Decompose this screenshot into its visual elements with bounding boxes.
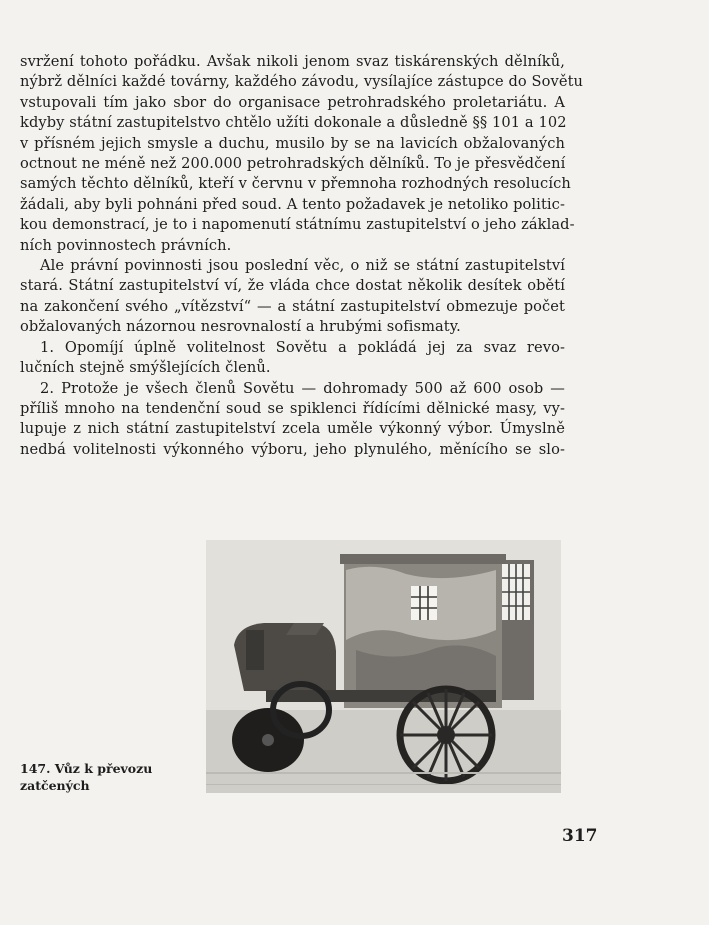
body-text bbox=[20, 52, 584, 460]
text-line: ních povinnostech právních. bbox=[20, 236, 232, 254]
caption-line: 147. Vůz k převozu bbox=[20, 761, 153, 776]
text-line: obžalovaných názornou nesrovnalostí a hrubými sofismaty. bbox=[20, 318, 461, 336]
text-line: stará. Státní zastupitelství ví, že vláda chce dostat několik desítek obětí bbox=[20, 277, 565, 295]
text-line: Ale právní povinnosti jsou poslední věc, o niž se státní zastupitelství bbox=[40, 257, 565, 275]
text-line: samých těchto dělníků, kteří v červnu v přemnoha rozhodných resolucích bbox=[20, 175, 571, 193]
page-number: 317 bbox=[562, 826, 598, 846]
text-line: octnout ne méně než 200.000 petrohradských dělníků. To je přesvědčení bbox=[20, 155, 566, 173]
text-line: nýbrž dělníci každé továrny, každého závodu, vysílajíce zástupce do Sovětu bbox=[20, 73, 584, 91]
text-line: v přísném jejich smysle a duchu, musilo by se na lavicích obžalovaných bbox=[20, 134, 565, 152]
text-line: 2. Protože je všech členů Sovětu — dohromady 500 až 600 osob — bbox=[40, 379, 565, 397]
text-line: kdyby státní zastupitelstvo chtělo užíti dokonale a důsledně §§ 101 a 102 bbox=[20, 114, 567, 132]
text-line: 1. Opomíjí úplně volitelnost Sovětu a pokládá jej za svaz revo- bbox=[40, 338, 565, 356]
prison-carriage-photo bbox=[206, 540, 561, 793]
carriage-illustration bbox=[206, 540, 561, 793]
text-line: vstupovali tím jako sbor do organisace petrohradského proletariátu. A bbox=[20, 93, 565, 111]
rear-wheel bbox=[400, 689, 492, 781]
text-line: svržení tohoto pořádku. Avšak nikoli jenom svaz tiskárenských dělníků, bbox=[20, 53, 565, 70]
caption-line: zatčených bbox=[20, 778, 90, 793]
text-line: kou demonstrací, je to i napomenutí státnímu zastupitelství o jeho základ- bbox=[20, 216, 575, 234]
text-line: na zakončení svého „vítězství“ — a státní zastupitelství obmezuje počet bbox=[20, 297, 565, 315]
text-line: žádali, aby byli pohnáni před soud. A tento požadavek je netoliko politic- bbox=[20, 195, 565, 213]
text-line: nedbá volitelnosti výkonného výboru, jeho plynulého, měnícího se slo- bbox=[20, 440, 565, 458]
text-line: lupuje z nich státní zastupitelství zcela uměle výkonný výbor. Úmyslně bbox=[20, 420, 565, 438]
text-line: lučních stejně smýšlejících členů. bbox=[20, 359, 271, 377]
text-line: příliš mnoho na tendenční soud se spiklenci řídícími dělnické masy, vy- bbox=[20, 399, 565, 417]
figure-caption bbox=[20, 760, 152, 794]
